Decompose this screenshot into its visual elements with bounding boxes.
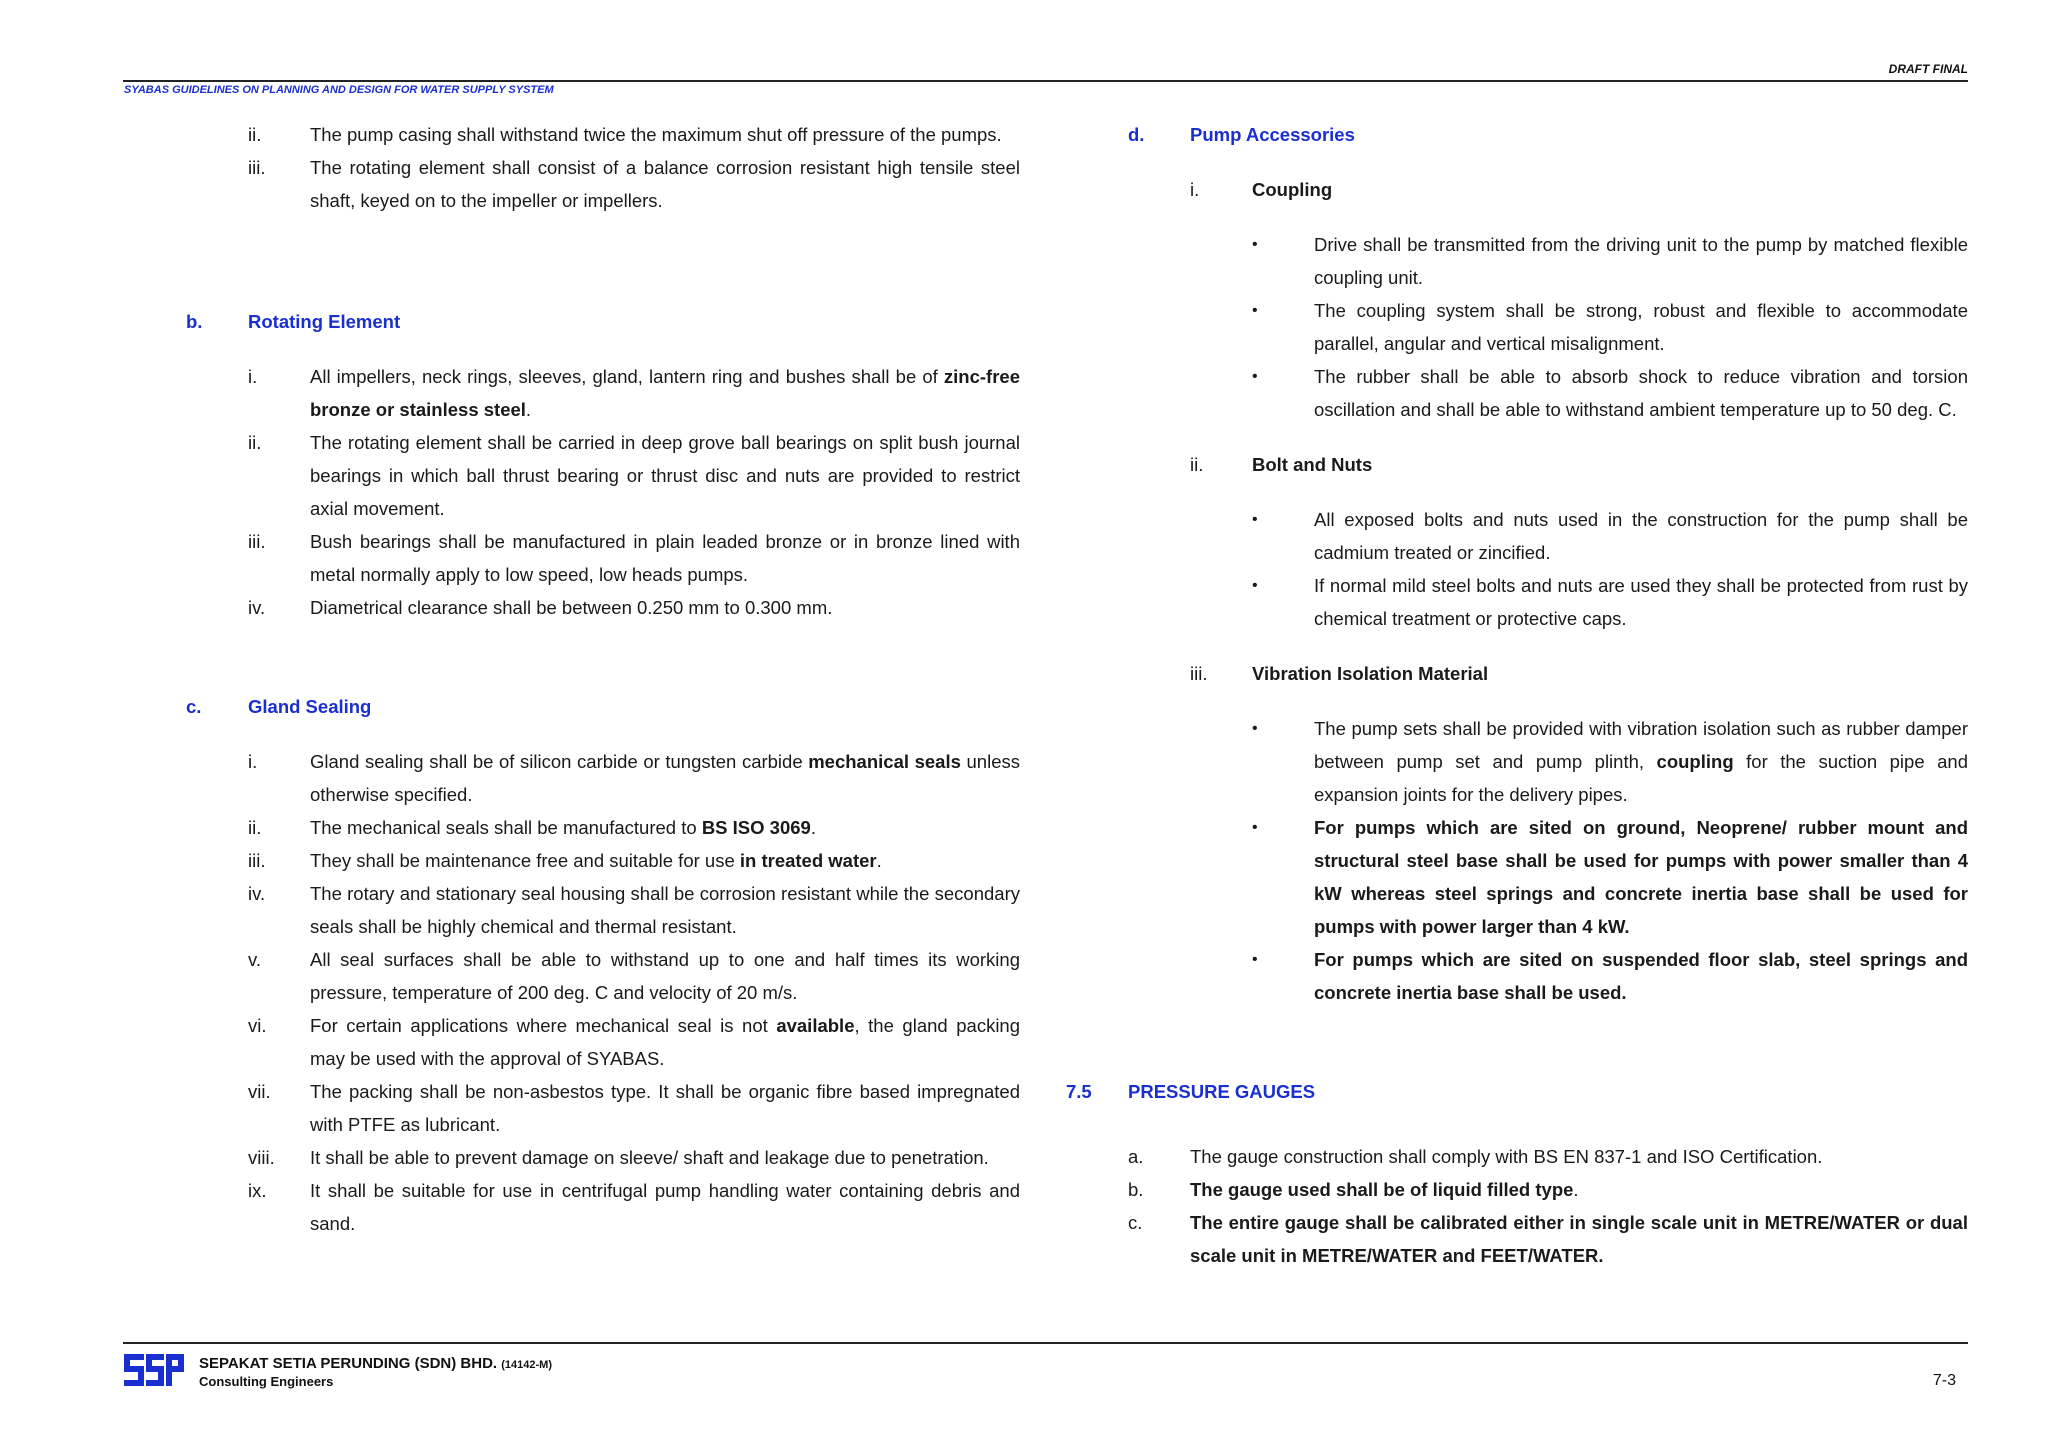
right-column — [1066, 118, 1968, 1272]
bullet-icon: • — [1252, 951, 1258, 968]
list-item: iv. Diametrical clearance shall be between 0.250 mm to 0.300 mm. — [248, 597, 833, 618]
list-item: ix. It shall be suitable for use in centrifugal pump handling water containing debris and sand. — [248, 1180, 1020, 1234]
bullet-icon: • — [1252, 720, 1258, 737]
list-item: i. Gland sealing shall be of silicon carbide or tungsten carbide mechanical seals unless otherwise specified. — [248, 751, 1020, 805]
bullet-item: • For pumps which are sited on suspended floor slab, steel springs and concrete inertia base shall be used. — [1066, 943, 1968, 1009]
section-heading: b. Rotating Element — [186, 311, 401, 332]
section-heading: c. Gland Sealing — [186, 696, 372, 717]
list-item: iii. The rotating element shall consist of a balance corrosion resistant high tensile steel shaft, keyed on to the impeller or impellers. — [248, 157, 1020, 211]
document-title: SYABAS GUIDELINES ON PLANNING AND DESIGN FOR WATER SUPPLY SYSTEM — [124, 84, 554, 96]
list-item: vii. The packing shall be non-asbestos type. It shall be organic fibre based impregnated with PTFE as lubricant. — [248, 1081, 1020, 1135]
section-heading: d. Pump Accessories — [1128, 124, 1355, 145]
bullet-item: • The pump sets shall be provided with vibration isolation such as rubber damper between pump set and pump plinth, coupling for the suction pipe and expansion joints for the delivery pipes. — [1066, 712, 1968, 811]
bullet-item: • The rubber shall be able to absorb shock to reduce vibration and torsion oscillation and shall be able to withstand ambient temperature up to 50 deg. C. — [1066, 360, 1968, 426]
bullet-icon: • — [1252, 302, 1258, 319]
company-name: SEPAKAT SETIA PERUNDING (SDN) BHD. (14142-M) — [199, 1355, 552, 1372]
list-item: viii. It shall be able to prevent damage on sleeve/ shaft and leakage due to penetration. — [248, 1147, 989, 1168]
subsection-heading: iii. Vibration Isolation Material — [1190, 663, 1489, 684]
list-item: ii. The pump casing shall withstand twice the maximum shut off pressure of the pumps. — [248, 124, 1002, 145]
footer-rule — [123, 1342, 1968, 1344]
list-item: c. The entire gauge shall be calibrated either in single scale unit in METRE/WATER or dual scale unit in METRE/WATER and FEET/WATER. — [1128, 1212, 1968, 1266]
list-item: b. The gauge used shall be of liquid filled type. — [1128, 1179, 1579, 1200]
bullet-icon: • — [1252, 819, 1258, 836]
subsection-heading: ii. Bolt and Nuts — [1190, 454, 1373, 475]
list-item: a. The gauge construction shall comply with BS EN 837-1 and ISO Certification. — [1128, 1146, 1823, 1167]
bullet-item: • The coupling system shall be strong, robust and flexible to accommodate parallel, angular and vertical misalignment. — [1066, 294, 1968, 360]
company-subtitle: Consulting Engineers — [199, 1374, 334, 1389]
list-item: v. All seal surfaces shall be able to withstand up to one and half times its working pressure, temperature of 200 deg. C and velocity of 20 m/s. — [248, 949, 1020, 1003]
list-item: iv. The rotary and stationary seal housing shall be corrosion resistant while the secondary seals shall be highly chemical and thermal resistant. — [248, 883, 1020, 937]
section-heading: 7.5 PRESSURE GAUGES — [1066, 1081, 1316, 1102]
page-number: 7-3 — [1932, 1372, 1956, 1389]
bullet-item: • All exposed bolts and nuts used in the construction for the pump shall be cadmium treated or zincified. — [1066, 503, 1968, 569]
bullet-item: • If normal mild steel bolts and nuts are used they shall be protected from rust by chemical treatment or protective caps. — [1066, 569, 1968, 635]
bullet-item: • Drive shall be transmitted from the driving unit to the pump by matched flexible coupling unit. — [1066, 228, 1968, 294]
list-item: iii. They shall be maintenance free and suitable for use in treated water. — [248, 850, 882, 871]
list-item: iii. Bush bearings shall be manufactured in plain leaded bronze or in bronze lined with metal normally apply to low speed, low heads pumps. — [248, 531, 1020, 585]
bullet-icon: • — [1252, 511, 1258, 528]
list-item: ii. The rotating element shall be carried in deep grove ball bearings on split bush journal bearings in which ball thrust bearing or thrust disc and nuts are provided to restrict axial movement. — [248, 432, 1020, 519]
subsection-heading: i. Coupling — [1190, 179, 1333, 200]
bullet-icon: • — [1252, 236, 1258, 253]
draft-final-label: DRAFT FINAL — [1888, 62, 1968, 76]
left-column — [124, 118, 1020, 1240]
bullet-icon: • — [1252, 577, 1258, 594]
bullet-icon: • — [1252, 368, 1258, 385]
company-logo-icon — [124, 1352, 184, 1388]
header-rule — [123, 80, 1968, 82]
list-item: ii. The mechanical seals shall be manufactured to BS ISO 3069. — [248, 817, 816, 838]
bullet-item: • For pumps which are sited on ground, Neoprene/ rubber mount and structural steel base shall be used for pumps with power smaller than 4 kW whereas steel springs and concrete inertia base shall be used for pumps with power larger than 4 kW. — [1066, 811, 1968, 943]
list-item: vi. For certain applications where mechanical seal is not available, the gland packing may be used with the approval of SYABAS. — [248, 1015, 1021, 1069]
list-item: i. All impellers, neck rings, sleeves, gland, lantern ring and bushes shall be of zinc-free bronze or stainless steel. — [248, 366, 1020, 420]
